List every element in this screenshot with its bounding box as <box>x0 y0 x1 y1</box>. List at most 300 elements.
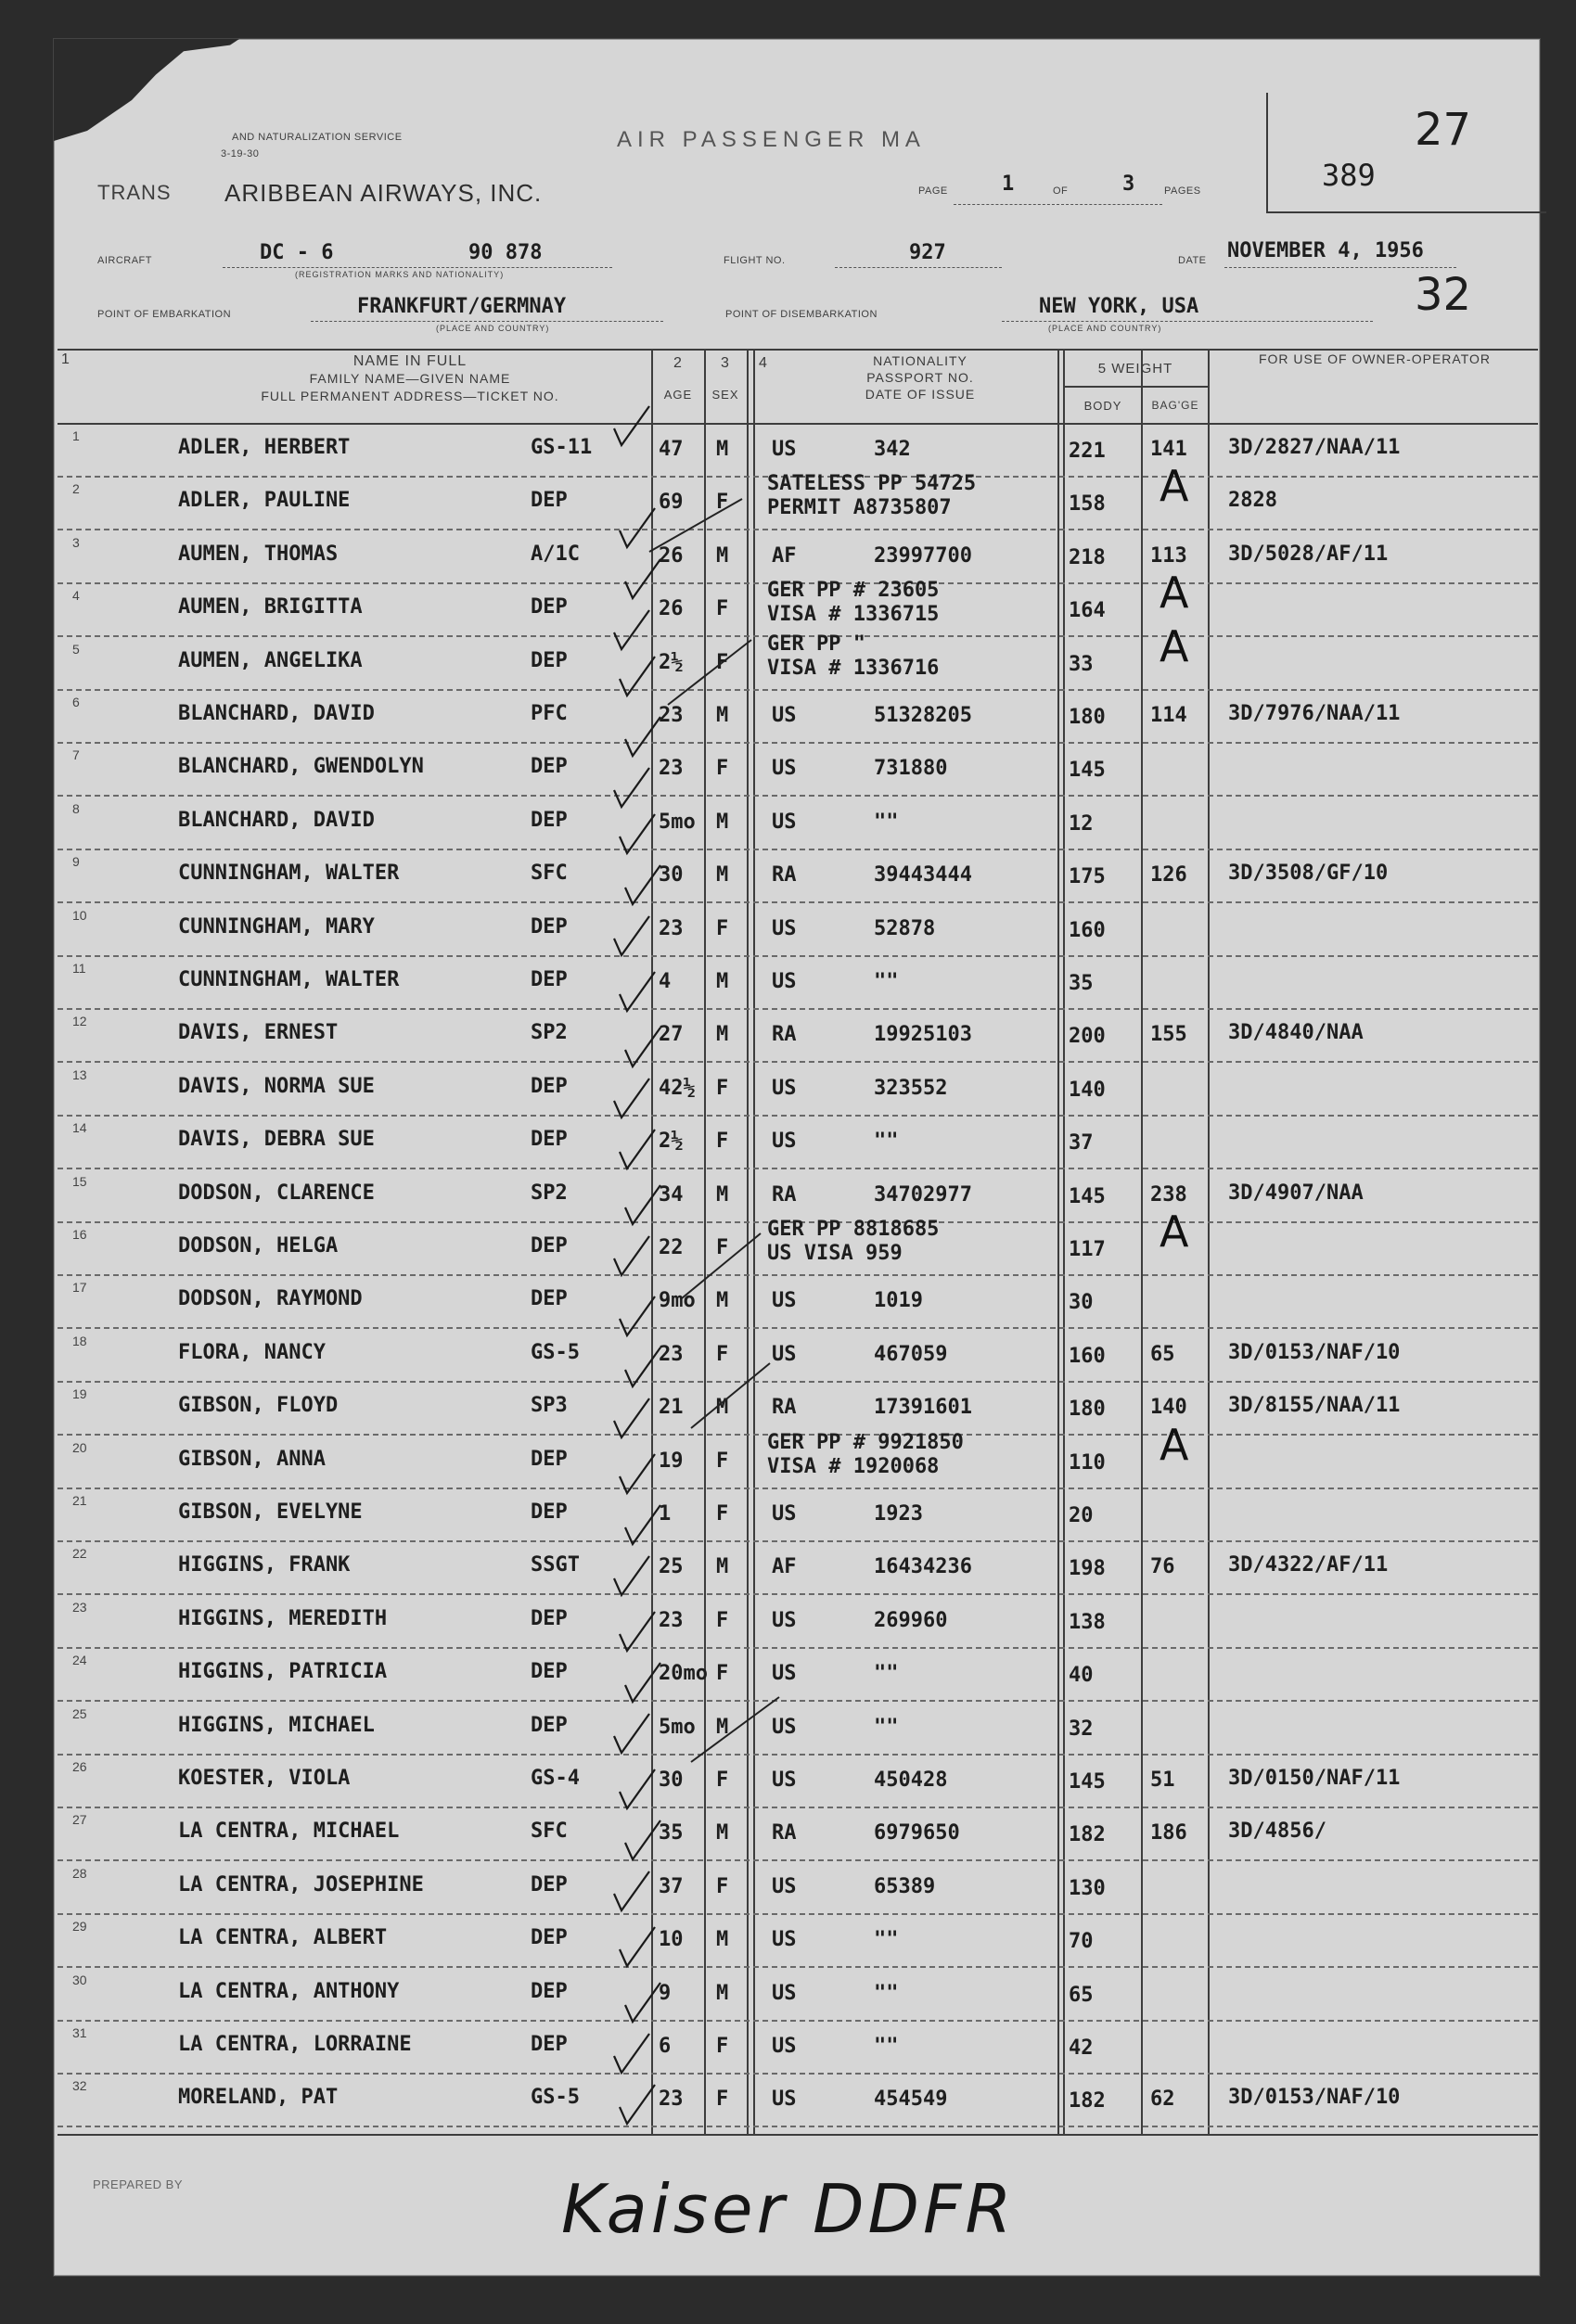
sex: F <box>716 1608 729 1632</box>
passenger-name: LA CENTRA, ANTHONY <box>178 1979 400 2003</box>
flight-label: FLIGHT NO. <box>724 255 786 266</box>
body-weight: 117 <box>1069 1238 1106 1261</box>
passenger-name: DODSON, CLARENCE <box>178 1181 375 1205</box>
check-mark <box>614 610 649 649</box>
form-title: AIR PASSENGER MA <box>617 127 926 152</box>
age: 26 <box>659 543 684 568</box>
age: 10 <box>659 1928 684 1952</box>
sex: M <box>716 543 729 568</box>
row-number: 7 <box>72 747 80 763</box>
nationality: US <box>772 2088 797 2112</box>
check-mark <box>620 1454 655 1493</box>
permanent-address: SSGT <box>531 1553 580 1577</box>
operator-use: 3D/5028/AF/11 <box>1228 542 1389 566</box>
check-mark <box>625 559 660 598</box>
passenger-name: CUNNINGHAM, MARY <box>178 914 375 939</box>
embarkation-value: FRANKFURT/GERMNAY <box>357 295 567 318</box>
body-weight: 138 <box>1069 1610 1106 1634</box>
passport-number: "" <box>874 1981 899 2005</box>
baggage-weight: 76 <box>1150 1555 1175 1579</box>
baggage-weight: 114 <box>1150 704 1187 727</box>
passport-number: 454549 <box>874 2088 948 2112</box>
sex: M <box>716 1289 729 1313</box>
age: 69 <box>659 491 684 515</box>
row-number: 24 <box>72 1653 87 1668</box>
aircraft-registration: 90 878 <box>468 241 543 264</box>
age: 30 <box>659 863 684 887</box>
check-mark <box>620 972 655 1011</box>
permanent-address: DEP <box>531 1074 568 1098</box>
passenger-name: CUNNINGHAM, WALTER <box>178 968 400 991</box>
permanent-address: DEP <box>531 1926 568 1950</box>
age: 26 <box>659 597 684 621</box>
visa-number: VISA # 1920068 <box>767 1454 940 1478</box>
age: 37 <box>659 1874 684 1898</box>
passenger-name: BLANCHARD, DAVID <box>178 808 375 832</box>
row-number: 2 <box>72 481 80 497</box>
baggage-weight: 126 <box>1150 863 1187 887</box>
operator-use: 3D/4907/NAA <box>1228 1181 1364 1205</box>
visa-number: VISA # 1336716 <box>767 656 940 680</box>
sex: M <box>716 1555 729 1579</box>
date-label: DATE <box>1178 255 1207 266</box>
body-weight: 65 <box>1069 1983 1094 2007</box>
body-weight: 70 <box>1069 1930 1094 1954</box>
col4-line1: NATIONALITY <box>873 353 967 368</box>
passenger-name: KOESTER, VIOLA <box>178 1767 351 1790</box>
age: 23 <box>659 757 684 781</box>
row-number: 18 <box>72 1333 87 1348</box>
passenger-name: ADLER, PAULINE <box>178 489 351 513</box>
manifest-number: 389 <box>1322 158 1376 193</box>
sex: M <box>716 810 729 834</box>
col4-line2: PASSPORT NO. <box>866 370 974 385</box>
passport-number: GER PP # 9921850 <box>767 1430 964 1454</box>
sex: F <box>716 2035 729 2058</box>
row-number: 1 <box>72 428 80 443</box>
passenger-name: DAVIS, ERNEST <box>178 1021 339 1045</box>
body-weight: 200 <box>1069 1025 1106 1049</box>
check-mark <box>614 1398 649 1437</box>
row-number: 12 <box>72 1014 87 1029</box>
operator-use: 3D/7976/NAA/11 <box>1228 702 1401 725</box>
age: 23 <box>659 1342 684 1366</box>
passport-number: "" <box>874 810 899 834</box>
passenger-name: GIBSON, ANNA <box>178 1447 326 1471</box>
disembarkation-label: POINT OF DISEMBARKATION <box>725 309 878 320</box>
nationality: US <box>772 1928 797 1952</box>
permanent-address: SP2 <box>531 1181 568 1205</box>
visa-number: PERMIT A8735807 <box>767 496 952 520</box>
operator-use: 3D/4322/AF/11 <box>1228 1553 1389 1577</box>
permanent-address: DEP <box>531 1713 568 1737</box>
airline-label: TRANS <box>97 181 172 204</box>
permanent-address: DEP <box>531 1979 568 2003</box>
sex: F <box>716 757 729 781</box>
body-weight: 35 <box>1069 972 1094 995</box>
body-weight: 12 <box>1069 811 1094 836</box>
passport-number: 16434236 <box>874 1555 972 1579</box>
nationality: US <box>772 704 797 727</box>
permanent-address: DEP <box>531 1872 568 1896</box>
flight-number: 927 <box>909 241 946 264</box>
sex: F <box>716 1769 729 1792</box>
check-mark <box>625 1663 660 1702</box>
body-weight: 158 <box>1069 492 1106 517</box>
body-weight: 40 <box>1069 1664 1094 1688</box>
nationality: US <box>772 1874 797 1898</box>
operator-use: 3D/4856/ <box>1228 1820 1326 1844</box>
handwritten-baggage-mark: A <box>1160 461 1189 512</box>
passenger-name: DODSON, RAYMOND <box>178 1287 363 1311</box>
sex: M <box>716 970 729 993</box>
permanent-address: GS-11 <box>531 436 593 459</box>
sex: M <box>716 1928 729 1952</box>
body-weight: 180 <box>1069 706 1106 729</box>
operator-use: 3D/0150/NAF/11 <box>1228 1767 1401 1790</box>
baggage-weight: 140 <box>1150 1396 1187 1420</box>
check-mark <box>614 2034 649 2073</box>
col1-line1: NAME IN FULL <box>352 353 468 369</box>
age: 5mo <box>659 1715 696 1739</box>
col4-line3: DATE OF ISSUE <box>865 387 976 402</box>
sex: F <box>716 491 729 515</box>
nationality: RA <box>772 1182 797 1207</box>
passenger-name: LA CENTRA, ALBERT <box>178 1926 388 1950</box>
age: 20mo <box>659 1662 708 1686</box>
operator-use: 2828 <box>1228 489 1277 513</box>
permanent-address: DEP <box>531 808 568 832</box>
baggage-weight: 65 <box>1150 1342 1175 1366</box>
permanent-address: DEP <box>531 914 568 939</box>
sex: M <box>716 1821 729 1845</box>
row-number: 10 <box>72 907 87 923</box>
nationality: US <box>772 1981 797 2005</box>
permanent-address: GS-5 <box>531 1340 580 1364</box>
col3-num: 3 <box>721 355 730 371</box>
page-label: PAGE <box>918 185 948 197</box>
handwritten-baggage-mark: A <box>1160 1419 1189 1470</box>
permanent-address: DEP <box>531 1128 568 1152</box>
row-number: 4 <box>72 588 80 604</box>
age: 47 <box>659 438 684 461</box>
service-line: AND NATURALIZATION SERVICE <box>232 132 403 143</box>
col1-line2: FAMILY NAME—GIVEN NAME <box>309 371 511 386</box>
nationality: US <box>772 1130 797 1154</box>
row-number: 31 <box>72 2025 87 2040</box>
row-number: 26 <box>72 1759 87 1774</box>
nationality: US <box>772 2035 797 2058</box>
passenger-name: HIGGINS, MEREDITH <box>178 1606 388 1630</box>
body-weight: 164 <box>1069 599 1106 623</box>
passenger-name: DAVIS, NORMA SUE <box>178 1074 375 1098</box>
age: 22 <box>659 1236 684 1259</box>
permanent-address: DEP <box>531 1287 568 1311</box>
sex: F <box>716 650 729 674</box>
passport-number: 39443444 <box>874 863 972 887</box>
passenger-name: MORELAND, PAT <box>178 2086 339 2110</box>
row-number: 19 <box>72 1386 87 1402</box>
nationality: RA <box>772 1821 797 1845</box>
check-mark <box>625 717 660 756</box>
passport-number: 342 <box>874 438 911 461</box>
nationality: US <box>772 1662 797 1686</box>
passport-number: 1923 <box>874 1502 923 1526</box>
row-number: 29 <box>72 1919 87 1935</box>
permanent-address: DEP <box>531 2033 568 2056</box>
permanent-address: DEP <box>531 489 568 513</box>
age: 25 <box>659 1555 684 1579</box>
row-number: 30 <box>72 1972 87 1987</box>
age: 23 <box>659 704 684 727</box>
sex: F <box>716 2088 729 2112</box>
passport-number: 34702977 <box>874 1182 972 1207</box>
passenger-name: LA CENTRA, MICHAEL <box>178 1820 400 1844</box>
age: 2½ <box>659 650 684 674</box>
row-number: 8 <box>72 800 80 816</box>
check-mark <box>614 768 649 807</box>
sex: F <box>716 1874 729 1898</box>
col2-num: 2 <box>673 355 683 371</box>
baggage-weight: 186 <box>1150 1821 1187 1845</box>
permanent-address: DEP <box>531 1234 568 1258</box>
passport-number: 467059 <box>874 1342 948 1366</box>
check-mark <box>620 657 655 696</box>
check-mark <box>625 1820 660 1859</box>
age: 9 <box>659 1981 672 2005</box>
passport-number: 450428 <box>874 1769 948 1792</box>
aircraft-label: AIRCRAFT <box>97 255 152 266</box>
body-weight: 145 <box>1069 759 1106 783</box>
body-weight: 160 <box>1069 918 1106 942</box>
row-number: 5 <box>72 641 80 657</box>
check-mark <box>625 1185 660 1224</box>
row-number: 25 <box>72 1705 87 1721</box>
passport-number: 1019 <box>874 1289 923 1313</box>
disembarkation-caption: (PLACE AND COUNTRY) <box>1048 324 1162 333</box>
passenger-name: BLANCHARD, DAVID <box>178 702 375 725</box>
sex: F <box>716 1662 729 1686</box>
passenger-name: FLORA, NANCY <box>178 1340 326 1364</box>
sex: M <box>716 438 729 461</box>
row-number: 17 <box>72 1280 87 1296</box>
sex: F <box>716 597 729 621</box>
sex: F <box>716 916 729 940</box>
age: 5mo <box>659 810 696 834</box>
col5-body: BODY <box>1083 399 1122 413</box>
sex: F <box>716 1449 729 1473</box>
permanent-address: A/1C <box>531 542 580 566</box>
operator-use: 3D/3508/GF/10 <box>1228 862 1389 886</box>
check-mark <box>620 1296 655 1335</box>
handwritten-baggage-mark: A <box>1160 620 1189 671</box>
body-weight: 30 <box>1069 1291 1094 1315</box>
operator-use: 3D/2827/NAA/11 <box>1228 436 1401 459</box>
sex: M <box>716 1396 729 1420</box>
permanent-address: DEP <box>531 1660 568 1684</box>
passport-number: 269960 <box>874 1608 948 1632</box>
col4-num: 4 <box>759 355 768 371</box>
operator-use: 3D/0153/NAF/10 <box>1228 2086 1401 2110</box>
nationality: RA <box>772 1396 797 1420</box>
passport-number: GER PP " <box>767 632 865 656</box>
passenger-name: ADLER, HERBERT <box>178 436 351 459</box>
body-weight: 130 <box>1069 1876 1106 1900</box>
baggage-weight: 51 <box>1150 1769 1175 1792</box>
permanent-address: SFC <box>531 1820 568 1844</box>
sex: F <box>716 1076 729 1100</box>
check-mark <box>620 1769 655 1808</box>
passenger-name: BLANCHARD, GWENDOLYN <box>178 755 424 779</box>
passenger-name: GIBSON, FLOYD <box>178 1394 339 1418</box>
passenger-name: HIGGINS, PATRICIA <box>178 1660 388 1684</box>
check-mark <box>620 1927 655 1966</box>
passenger-name: AUMEN, THOMAS <box>178 542 339 566</box>
sex: F <box>716 1236 729 1259</box>
passport-number: "" <box>874 970 899 993</box>
check-mark <box>625 1505 660 1544</box>
passport-number: 323552 <box>874 1076 948 1100</box>
col5-bag: BAG'GE <box>1151 399 1199 412</box>
body-weight: 32 <box>1069 1717 1094 1741</box>
check-mark <box>620 2085 655 2124</box>
sex: F <box>716 1502 729 1526</box>
passenger-name: AUMEN, BRIGITTA <box>178 595 363 619</box>
sex: M <box>716 863 729 887</box>
baggage-weight: 238 <box>1150 1182 1187 1207</box>
sex: F <box>716 1342 729 1366</box>
age: 6 <box>659 2035 672 2058</box>
row-number: 21 <box>72 1493 87 1508</box>
nationality: US <box>772 1076 797 1100</box>
passenger-name: DODSON, HELGA <box>178 1234 339 1258</box>
of-label: OF <box>1053 185 1069 197</box>
page-total: 3 <box>1122 172 1135 196</box>
nationality: US <box>772 1769 797 1792</box>
row-number: 27 <box>72 1812 87 1828</box>
check-mark <box>625 1983 660 2022</box>
airline-name: ARIBBEAN AIRWAYS, INC. <box>224 179 543 207</box>
row-number: 11 <box>72 961 86 976</box>
nationality: US <box>772 970 797 993</box>
operator-use: 3D/8155/NAA/11 <box>1228 1394 1401 1418</box>
age: 23 <box>659 916 684 940</box>
sex: F <box>716 1130 729 1154</box>
body-weight: 198 <box>1069 1557 1106 1581</box>
preparer-signature: Kaiser DDFR <box>561 2170 1016 2248</box>
nationality: US <box>772 1342 797 1366</box>
body-weight: 37 <box>1069 1131 1094 1156</box>
body-weight: 175 <box>1069 865 1106 889</box>
check-mark <box>620 508 655 547</box>
disembarkation-value: NEW YORK, USA <box>1039 295 1199 318</box>
nationality: AF <box>772 1555 797 1579</box>
passport-number: 65389 <box>874 1874 936 1898</box>
body-weight: 42 <box>1069 2037 1094 2060</box>
check-mark <box>614 1871 649 1910</box>
nationality: US <box>772 916 797 940</box>
check-mark <box>614 1714 649 1753</box>
permanent-address: GS-4 <box>531 1767 580 1790</box>
passport-number: 51328205 <box>874 704 972 727</box>
permanent-address: DEP <box>531 1606 568 1630</box>
baggage-weight: 141 <box>1150 438 1187 461</box>
age: 4 <box>659 970 672 993</box>
age: 1 <box>659 1502 672 1526</box>
col3-label: SEX <box>711 388 739 402</box>
embarkation-label: POINT OF EMBARKATION <box>97 309 232 320</box>
age: 30 <box>659 1769 684 1792</box>
passport-number: "" <box>874 1130 899 1154</box>
nationality: US <box>772 1608 797 1632</box>
permanent-address: SP3 <box>531 1394 568 1418</box>
check-mark <box>614 1079 649 1117</box>
body-weight: 145 <box>1069 1184 1106 1208</box>
passport-number: GER PP 8818685 <box>767 1218 940 1241</box>
passport-number: 731880 <box>874 757 948 781</box>
passenger-name: HIGGINS, MICHAEL <box>178 1713 375 1737</box>
body-weight: 140 <box>1069 1078 1106 1102</box>
row-number: 13 <box>72 1066 87 1082</box>
permanent-address: PFC <box>531 702 568 725</box>
check-mark <box>614 1556 649 1595</box>
row-number: 23 <box>72 1599 87 1615</box>
passenger-name: LA CENTRA, JOSEPHINE <box>178 1872 424 1896</box>
age: 19 <box>659 1449 684 1473</box>
row-number: 3 <box>72 534 80 550</box>
row-number: 16 <box>72 1227 87 1242</box>
age: 9mo <box>659 1289 696 1313</box>
permanent-address: DEP <box>531 595 568 619</box>
nationality: US <box>772 438 797 461</box>
age: 23 <box>659 1608 684 1632</box>
check-mark <box>625 1347 660 1386</box>
passenger-name: CUNNINGHAM, WALTER <box>178 862 400 886</box>
nationality: AF <box>772 543 797 568</box>
sex: M <box>716 1715 729 1739</box>
pages-label: PAGES <box>1164 185 1201 197</box>
body-weight: 221 <box>1069 440 1106 463</box>
row-number: 14 <box>72 1120 87 1136</box>
sex: M <box>716 1023 729 1047</box>
row-number: 15 <box>72 1173 87 1189</box>
embarkation-caption: (PLACE AND COUNTRY) <box>436 324 550 333</box>
passport-number: 23997700 <box>874 543 972 568</box>
row-number: 32 <box>72 2078 87 2094</box>
permanent-address: DEP <box>531 1447 568 1471</box>
age: 34 <box>659 1182 684 1207</box>
age: 23 <box>659 2088 684 2112</box>
nationality: US <box>772 1502 797 1526</box>
nationality: RA <box>772 1023 797 1047</box>
age: 2½ <box>659 1130 684 1154</box>
registration-caption: (REGISTRATION MARKS AND NATIONALITY) <box>295 270 505 279</box>
passenger-name: LA CENTRA, LORRAINE <box>178 2033 412 2056</box>
age: 42½ <box>659 1076 696 1100</box>
nationality: US <box>772 1289 797 1313</box>
check-mark <box>614 1236 649 1275</box>
baggage-weight: 155 <box>1150 1023 1187 1047</box>
sex: M <box>716 1981 729 2005</box>
passport-number: "" <box>874 2035 899 2058</box>
col5-label: 5 WEIGHT <box>1097 361 1173 377</box>
date-value: NOVEMBER 4, 1956 <box>1227 239 1424 262</box>
body-weight: 110 <box>1069 1450 1106 1475</box>
sex: M <box>716 1182 729 1207</box>
permanent-address: DEP <box>531 648 568 672</box>
visa-number: US VISA 959 <box>767 1242 903 1265</box>
check-mark <box>614 916 649 955</box>
